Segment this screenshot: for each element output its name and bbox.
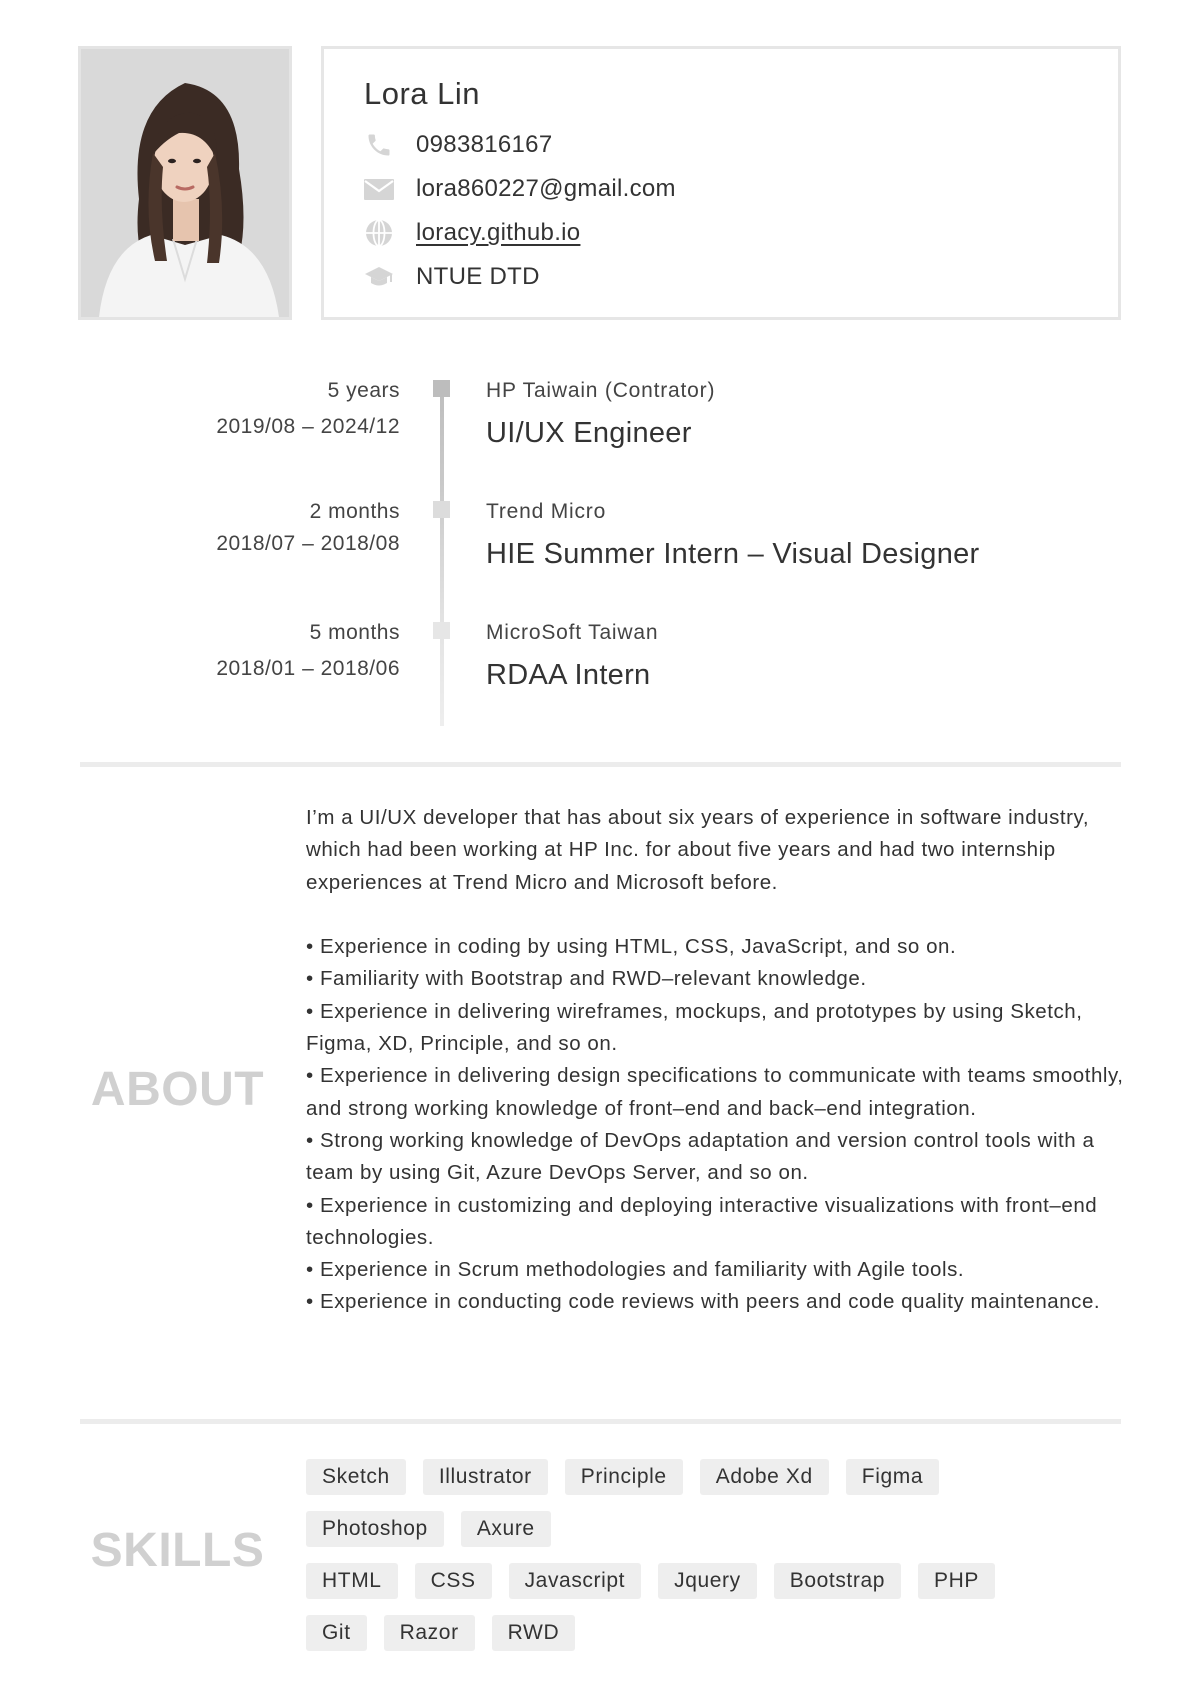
contact-phone-row <box>364 127 553 163</box>
phone-icon <box>364 130 394 160</box>
about-bullet: • Experience in delivering design specifications to communicate with teams smoothly, and strong working knowledge of front–end and back–end integration. <box>306 1064 1124 1120</box>
skill-tag: Git <box>306 1615 367 1651</box>
timeline-line <box>440 380 444 726</box>
timeline-marker <box>433 380 450 397</box>
skill-tag: PHP <box>918 1563 995 1599</box>
skill-tag: CSS <box>415 1563 492 1599</box>
experience-company: Trend Micro <box>486 500 607 523</box>
about-intro: I’m a UI/UX developer that has about six years of experience in software industry, which had been working at HP Inc. for about five years and had two internship experiences at Trend Micro and Microsoft before. <box>306 806 1090 894</box>
experience-duration: 5 months <box>309 621 400 644</box>
experience-dates: 2018/01 – 2018/06 <box>216 657 400 680</box>
candidate-name: Lora Lin <box>364 76 481 111</box>
email-address[interactable]: lora860227@gmail.com <box>416 175 676 202</box>
graduation-cap-icon <box>364 262 394 292</box>
skill-tag: HTML <box>306 1563 398 1599</box>
skill-tag: Adobe Xd <box>700 1459 829 1495</box>
about-bullet: • Familiarity with Bootstrap and RWD–relevant knowledge. <box>306 967 867 991</box>
experience-dates: 2018/07 – 2018/08 <box>216 532 400 555</box>
skill-tag: Sketch <box>306 1459 406 1495</box>
phone-number: 0983816167 <box>416 131 553 158</box>
about-bullet: • Experience in coding by using HTML, CSS, JavaScript, and so on. <box>306 935 957 959</box>
about-bullet: • Experience in conducting code reviews with peers and code quality maintenance. <box>306 1290 1101 1314</box>
experience-role: HIE Summer Intern – Visual Designer <box>486 538 980 570</box>
about-bullet: • Experience in customizing and deploying interactive visualizations with front–end technologies. <box>306 1193 1098 1249</box>
skills-list <box>306 1459 1126 1667</box>
about-bullet: • Experience in Scrum methodologies and familiarity with Agile tools. <box>306 1258 965 1282</box>
skill-tag: Bootstrap <box>774 1563 901 1599</box>
experience-dates: 2019/08 – 2024/12 <box>216 415 400 438</box>
contact-school-row <box>364 259 540 295</box>
about-bullet: • Experience in delivering wireframes, mockups, and prototypes by using Sketch, Figma, XD, Principle, and so on. <box>306 999 1083 1056</box>
experience-company: HP Taiwain (Contrator) <box>486 379 716 402</box>
timeline-marker <box>433 501 450 518</box>
section-divider <box>80 762 1121 767</box>
skills-heading: SKILLS <box>90 1524 265 1577</box>
skill-tag: Illustrator <box>423 1459 548 1495</box>
skill-tag: Jquery <box>658 1563 757 1599</box>
timeline-marker <box>433 622 450 639</box>
skill-tag: Razor <box>384 1615 475 1651</box>
contact-card <box>321 46 1121 320</box>
mail-icon <box>364 174 394 204</box>
website-link[interactable]: loracy.github.io <box>416 219 581 246</box>
skill-tag: Photoshop <box>306 1511 444 1547</box>
experience-duration: 2 months <box>309 500 400 523</box>
experience-role: UI/UX Engineer <box>486 417 692 449</box>
about-heading: ABOUT <box>90 1063 265 1116</box>
section-divider <box>80 1419 1121 1424</box>
profile-photo <box>78 46 292 320</box>
skill-tag: Principle <box>565 1459 683 1495</box>
skill-tag: Axure <box>461 1511 551 1547</box>
skill-tag: Figma <box>846 1459 939 1495</box>
contact-website-row <box>364 215 581 251</box>
about-body <box>306 802 1126 1319</box>
skill-tag: RWD <box>492 1615 576 1651</box>
school-name: NTUE DTD <box>416 263 540 290</box>
about-bullet: • Strong working knowledge of DevOps adaptation and version control tools with a team by using Git, Azure DevOps Server, and so on. <box>306 1128 1095 1185</box>
experience-role: RDAA Intern <box>486 659 651 691</box>
skill-tag: Javascript <box>509 1563 642 1599</box>
experience-company: MicroSoft Taiwan <box>486 621 659 644</box>
experience-duration: 5 years <box>327 379 400 402</box>
contact-email-row <box>364 171 676 207</box>
globe-icon <box>364 218 394 248</box>
